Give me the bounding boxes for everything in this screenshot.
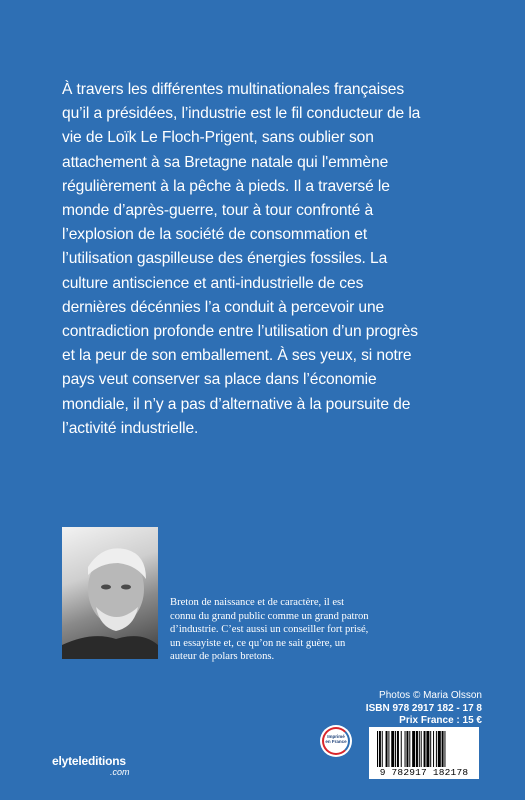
blurb-line: À travers les différentes multinationales françaises bbox=[62, 81, 405, 98]
blurb-line: pays veut conserver sa place dans l’économie bbox=[62, 371, 377, 389]
blurb-line: et la peur de son emballement. À ses yeux, si notre bbox=[62, 347, 412, 365]
publisher-suffix: .com bbox=[110, 767, 130, 777]
badge-label: Imprimé en France bbox=[325, 734, 347, 744]
author-photo bbox=[62, 527, 158, 659]
bio-line: d’industrie. C’est aussi un conseiller fort prisé, bbox=[170, 624, 369, 636]
credits-block bbox=[366, 690, 482, 728]
bio-line: connu du grand public comme un grand patron bbox=[170, 610, 369, 622]
bio-line: Breton de naissance et de caractère, il est bbox=[170, 597, 345, 608]
blurb-line: régulièrement à la pêche à pieds. Il a traversé le bbox=[62, 177, 390, 195]
blurb-line: culture antiscience et anti-industrielle de ces bbox=[62, 274, 364, 292]
isbn: ISBN 978 2917 182 - 17 8 bbox=[365, 702, 482, 714]
blurb-line: vie de Loïk Le Floch-Prigent, sans oublier son bbox=[62, 129, 374, 147]
blurb-line: l’utilisation gaspilleuse des énergies fossiles. La bbox=[62, 250, 388, 268]
bio-line: auteur de polars bretons. bbox=[170, 651, 275, 663]
barcode-digits: 9 782917 182178 bbox=[379, 767, 469, 778]
price: Prix France : 15 € bbox=[399, 715, 482, 726]
publisher-name: elyteleditions bbox=[52, 754, 126, 768]
blurb-line: qu’il a présidées, l’industrie est le fil conducteur de la bbox=[62, 105, 421, 123]
blurb-line: mondiale, il n’y a pas d’alternative à la poursuite de bbox=[62, 395, 411, 413]
photo-credit: Photos © Maria Olsson bbox=[379, 690, 482, 701]
blurb-line: dernières décénnies l’a conduit à percevoir une bbox=[62, 298, 385, 316]
blurb-line: attachement à sa Bretagne natale qui l'emmène bbox=[62, 153, 389, 171]
publisher-logo bbox=[52, 752, 130, 777]
blurb-line: l’activité industrielle. bbox=[62, 419, 199, 437]
author-bio bbox=[170, 596, 470, 664]
imprime-en-france-badge bbox=[320, 725, 352, 757]
bio-line: un essayiste et, ce qu’on ne sait guère, un bbox=[170, 637, 346, 649]
isbn-barcode bbox=[369, 727, 479, 779]
blurb-line: l’explosion de la société de consommation et bbox=[62, 226, 368, 244]
back-cover-blurb bbox=[62, 78, 492, 441]
blurb-line: contradiction profonde entre l’utilisation d’un progrès bbox=[62, 323, 418, 341]
blurb-line: monde d’après-guerre, tour à tour confronté à bbox=[62, 202, 374, 220]
